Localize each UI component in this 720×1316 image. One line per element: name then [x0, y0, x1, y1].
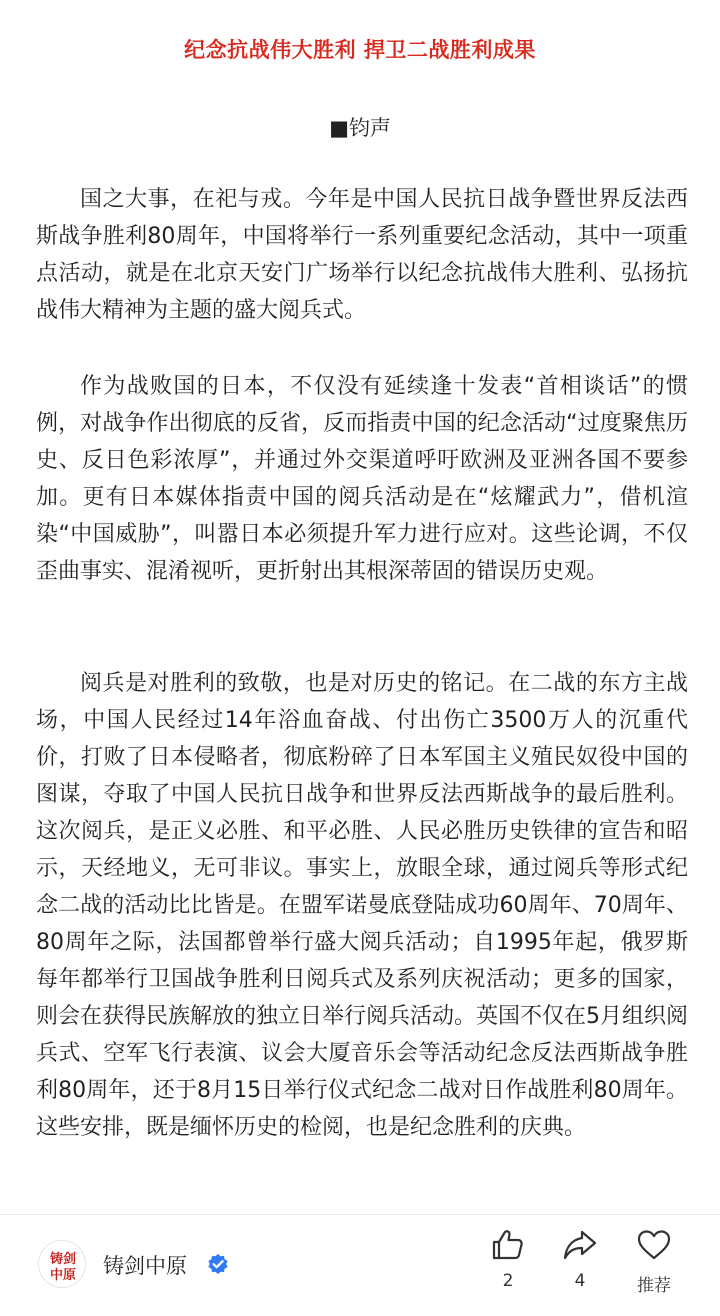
article-paragraph: 阅兵是对胜利的致敬，也是对历史的铭记。在二战的东方主战场，中国人民经过14年浴血奋战、付出伤亡3500万人的沉重代价，打败了日本侵略者，彻底粉碎了日本军国主义殖民奴役中国的图谋，夺取了中国人民抗日战争和世界反法西斯战争的最后胜利。这次阅兵，是正义必胜、和平必胜、人民必胜历史铁律的宣告和昭示，天经地义，无可非议。事实上，放眼全球，通过阅兵等形式纪念二战的活动比比皆是。在盟军诺曼底登陆成功60周年、70周年、80周年之际，法国都曾举行盛大阅兵活动；自1995年起，俄罗斯每年都举行卫国战争胜利日阅兵式及系列庆祝活动；更多的国家，则会在获得民族解放的独立日举行阅兵活动。英国不仅在5月组织阅兵式、空军飞行表演、议会大厦音乐会等活动纪念反法西斯战争胜利80周年，还于8月15日举行仪式纪念二战对日作战胜利80周年。这些安排，既是缅怀历史的检阅，也是纪念胜利的庆典。 — [36, 671, 688, 1140]
author-name[interactable]: 铸剑中原 — [103, 1254, 187, 1278]
avatar-text-line: 铸剑 — [49, 1252, 77, 1267]
verified-check-icon — [207, 1253, 229, 1275]
article-paragraph: 国之大事，在祀与戎。今年是中国人民抗日战争暨世界反法西斯战争胜利80周年，中国将举行一系列重要纪念活动，其中一项重点活动，就是在北京天安门广场举行以纪念抗战伟大胜利、弘扬抗战伟大精神为主题的盛大阅兵式。 — [36, 187, 688, 323]
thumbs-up-icon — [490, 1227, 526, 1263]
avatar-text-line: 中原 — [49, 1268, 77, 1283]
share-arrow-icon — [562, 1227, 598, 1263]
footer-bar — [0, 1215, 720, 1316]
heart-icon — [636, 1227, 672, 1263]
author-avatar[interactable] — [38, 1240, 86, 1288]
article-byline: ■钧声 — [329, 116, 391, 140]
recommend-label: 推荐 — [637, 1276, 671, 1296]
like-button[interactable] — [478, 1227, 538, 1307]
article-paragraph: 作为战败国的日本，不仅没有延续逢十发表“首相谈话”的惯例，对战争作出彻底的反省，反而指责中国的纪念活动“过度聚焦历史、反日色彩浓厚”，并通过外交渠道呼吁欧洲及亚洲各国不要参加。更有日本媒体指责中国的阅兵活动是在“炫耀武力”，借机渲染“中国威胁”，叫嚣日本必须提升军力进行应对。这些论调，不仅歪曲事实、混淆视听，更折射出其根深蒂固的错误历史观。 — [36, 374, 688, 584]
article-title: 纪念抗战伟大胜利 捍卫二战胜利成果 — [184, 38, 536, 62]
favorite-button[interactable] — [624, 1227, 684, 1307]
share-button[interactable] — [550, 1227, 610, 1307]
like-count: 2 — [502, 1271, 514, 1291]
share-count: 4 — [574, 1271, 586, 1291]
